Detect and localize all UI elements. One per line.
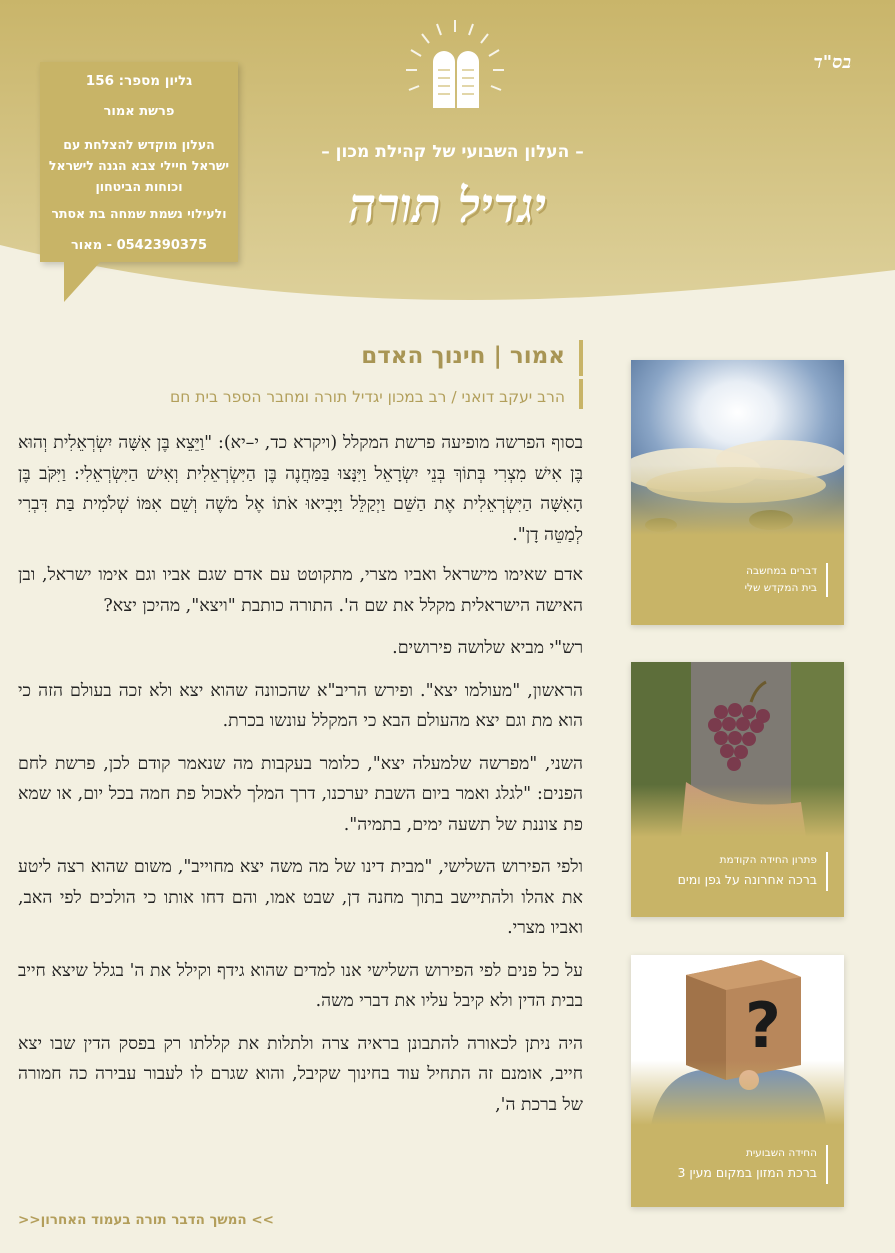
sidebar-caption-title: דברים במחשבה: [746, 565, 817, 577]
article-paragraph: רש"י מביא שלושה פירושים.: [392, 638, 583, 658]
continue-link[interactable]: >> המשך הדבר תורה בעמוד האחרון<<: [18, 1212, 274, 1228]
sidebar-caption-subtitle: ברכת המזון במקום מעין 3: [677, 1165, 817, 1180]
contact-info: 0542390375 - מאור: [70, 238, 208, 253]
sidebar-caption-subtitle: בית המקדש שלי: [744, 582, 817, 594]
sidebar-caption-subtitle: ברכה אחרונה על גפן ומים: [677, 872, 817, 887]
issue-number: גליון מספר: 156: [85, 73, 193, 89]
sidebar-card-thoughts[interactable]: [631, 360, 844, 625]
sidebar-card-weekly-riddle[interactable]: [631, 955, 844, 1207]
article-paragraph: על כל פנים לפי הפירוש השלישי אנו למדים שהוא גידף וקילל את ה' בגלל שיצא חייב בבית הדין ולא קיבל עליו את דברי משה.: [18, 960, 583, 1011]
article-paragraph: אדם שאימו מישראל ואביו מצרי, מתקוטט עם אדם שגם אביו וגם אימו ישראל, ובן האישה הישראלית מקלל את שם ה'. התורה כותבת "ויצא", מהיכן יצא?: [18, 565, 583, 616]
memorial-text: ולעילוי נשמת שמחה בת אסתר: [51, 206, 227, 221]
sidebar-caption: [677, 1145, 828, 1184]
article-paragraph: היה ניתן לכאורה להתבונן בראיה צרה ולתלות את קללתו רק בפסק הדין שבו יצא חייב, אומנם זה התחיל עוד בחינוך שקיבל, והוא שגרם לו לעבור עבירה כה חמורה של ברכת ה',: [18, 1033, 583, 1115]
article-paragraph: השני, "מפרשה שלמעלה יצא", כלומר בעקבות מה שנאמר קודם לכן, פרשת לחם הפנים: "לגלג ואמר ביום השבת יערכנו, דרך המלך לאכול פת חמה בכל יום, או שמא פת צוננת של תשעה ימים, בתמיה".: [18, 753, 583, 835]
sidebar-caption: [678, 852, 828, 891]
sidebar-card-riddle-answer[interactable]: [631, 662, 844, 917]
sidebar-caption-title: פתרון החידה הקודמת: [719, 854, 817, 866]
article-body: [18, 428, 583, 1132]
article-paragraph: בסוף הפרשה מופיעה פרשת המקלל (ויקרא כד, י–יא): "וַיֵּצֵא בֶּן אִשָּׁה יִשְׂרְאֵלִית וְהוּא בֶּן אִישׁ מִצְרִי בְּתוֹךְ בְּנֵי יִשְׂרָאֵל וַיִּנָּצוּ בַּמַּחֲנֶה בֶּן הַיִּשְׂרְאֵלִית וְאִישׁ הַיִּשְׂרְאֵלִי: וַיִּקֹּב בֶּן הָאִשָּׁה הַיִּשְׂרְאֵלִית אֶת הַשֵּׁם וַיְקַלֵּל וַיָּבִיאוּ אֹתוֹ אֶל מֹשֶׁה וְשֵׁם אִמּוֹ שְׁלֹמִית בַּת דִּבְרִי לְמַטֵּה דָן".: [18, 433, 583, 545]
bsd-mark: בס"ד: [813, 52, 851, 73]
article-paragraph: ולפי הפירוש השלישי, "מבית דינו של מה משה יצא מחוייב", משום שהוא רצה ליטע את אהלו ולהתיישב בתוך מחנה דן, שבט אמו, והם דחו אותו כי הולכים לפי האב, ואביו מצרי.: [18, 857, 583, 938]
parsha-name: פרשת אמור: [103, 104, 175, 119]
grapes-image: [631, 662, 844, 837]
dedication-text: העלון מוקדש להצלחת עם ישראל חיילי צבא הגנה לישראל וכוחות הביטחון: [48, 137, 230, 194]
sky-clouds-image: [631, 360, 844, 535]
article-paragraph: הראשון, "מעולמו יצא". ופירש הריב"א שהכוונה שהוא יצא ולא זכה בעולם הזה כי הוא מת וגם יצא מהעולם הבא כי המקלל עונשו בכרת.: [18, 680, 583, 731]
article-title: אמור | חינוך האדם: [265, 340, 583, 376]
question-box-image: [631, 955, 844, 1125]
masthead-logo: יגדיל תורה: [348, 178, 547, 234]
article-author: הרב יעקב דואני / רב במכון יגדיל תורה ומחבר הספר בית חם: [5, 379, 583, 409]
bubble-tail: [64, 260, 102, 302]
issue-info-bubble: [40, 62, 238, 262]
masthead-tagline: – העלון השבועי של קהילת מכון –: [321, 142, 584, 162]
sidebar-caption-title: החידה השבועית: [745, 1147, 817, 1159]
sidebar-caption: [745, 563, 828, 597]
